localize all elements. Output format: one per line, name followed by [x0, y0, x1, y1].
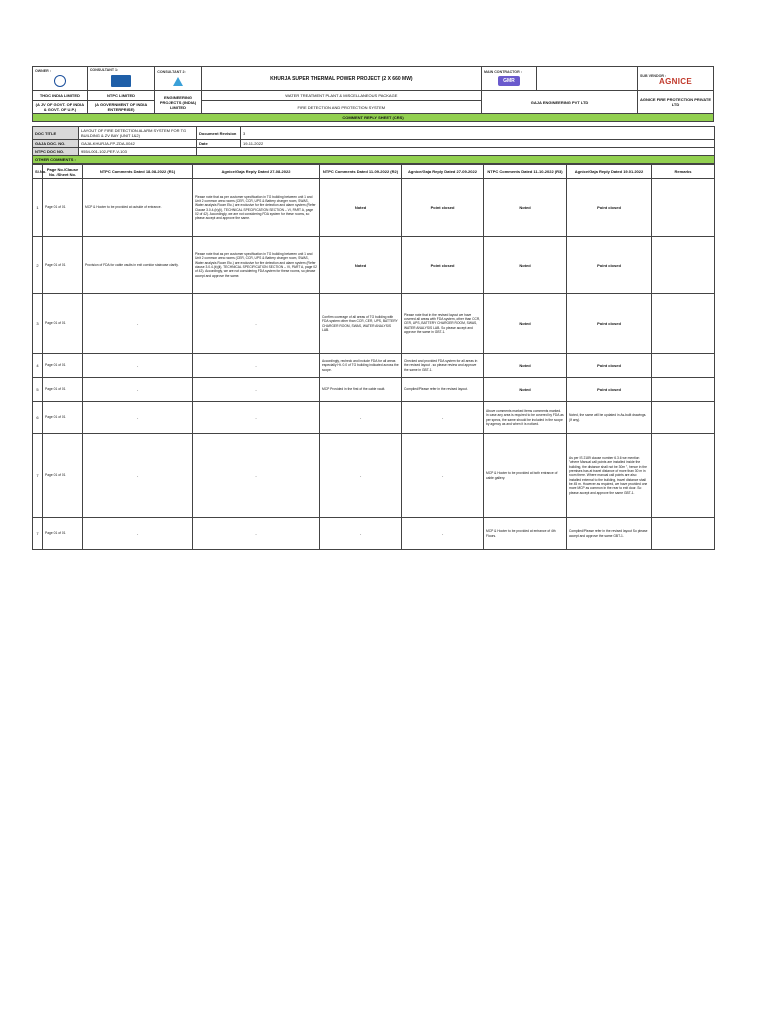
- row-reply-r1: Please note that as per customer specification in TG building between unit 1 and Unit 2 common area rooms (CER, CCR, UPS & Battery charger room, SWAS, Water analysis Room Etc.) are exclusive for fire detection and alarm system (Refer clause 3.0.4.(b)(ii), TECHNICAL SPECIFICATION SECTION – VI, PART A, page 02 of 42). Accordingly, we are not considering FDA system for these rooms, so please accept and approve the same.: [193, 237, 320, 294]
- row-reply-r1: -: [193, 434, 320, 518]
- column-header-row: [33, 165, 715, 179]
- row-ntpc-r3: MCP & Hooter to be provided at entrance of 4th Floors.: [484, 518, 567, 550]
- row-reply-r3: As per IS 2189 clause number 6.3.6 we mention "where Manual call points are installed inside the building, the distance shall not be 30m ", hence in the premises has at travel distance of more than 30 m in room there. Where manual call points are also installed external to the building, travel distance shall be 45 m. However as required, we have provided one more MCP as common in the rear to exit door. So please accept and approve the same GBT-1.: [567, 434, 652, 518]
- row-sl: 4: [33, 354, 43, 378]
- doc-rev-label: Document Revision: [197, 127, 241, 140]
- owner-cell: [33, 67, 88, 91]
- thdc-logo-icon: [54, 75, 66, 87]
- row-ntpc-r2: MCP Provided in the first of the cable vault.: [320, 378, 402, 402]
- row-ntpc-r2: -: [320, 434, 402, 518]
- row-reply-r3: Point closed: [567, 354, 652, 378]
- row-reply-r1: -: [193, 294, 320, 354]
- consultant2-cell: [155, 67, 201, 91]
- row-reply-r2: Complied/Please refer in the revised layout.: [402, 378, 484, 402]
- sub-vendor-label: SUB VENDOR :: [640, 73, 667, 78]
- row-remarks: [652, 294, 715, 354]
- row-ntpc-r1: -: [83, 434, 193, 518]
- row-ntpc-r3: Noted: [484, 294, 567, 354]
- row-sl: 1: [33, 179, 43, 237]
- row-page: Page 01 of 01: [43, 237, 83, 294]
- row-reply-r2: Please note that in the revised layout we have covered all areas with FDA system, other than CCR, CER, UPS, BATTERY CHARGER ROOM, SWAS, WATER ANALYSIS LAB. So please accept and approve the same in GBT-1.: [402, 294, 484, 354]
- row-ntpc-r1: -: [83, 354, 193, 378]
- row-ntpc-r2: Noted: [320, 237, 402, 294]
- col-remarks: Remarks: [652, 165, 715, 179]
- row-reply-r1: -: [193, 402, 320, 434]
- row-ntpc-r1: MCP & Hooter to be provided at outside of entrance.: [83, 179, 193, 237]
- project-title: KHURJA SUPER THERMAL POWER PROJECT (2 X 660 MW): [201, 67, 481, 91]
- gaja-doc-label: GAJA DOC. NO.: [33, 140, 79, 148]
- row-ntpc-r1: -: [83, 518, 193, 550]
- row-reply-r1: -: [193, 354, 320, 378]
- col-page: Page No./Clause No. /Sheet No.: [43, 165, 83, 179]
- ntpc-doc-value: 9554-001-102-PEF-V-103: [79, 148, 197, 156]
- comment-reply-sheet: [32, 66, 714, 550]
- ntpc-logo-icon: [111, 75, 131, 87]
- row-page: Page 01 of 01: [43, 179, 83, 237]
- row-remarks: [652, 179, 715, 237]
- consultant2-label: CONSULTANT 2:: [157, 69, 186, 74]
- date-label: Date: [197, 140, 241, 148]
- table-row: [33, 518, 715, 550]
- table-row: [33, 402, 715, 434]
- row-reply-r2: Checked and provided FDA system for all areas in the revised layout . so please review and approve the same in GBT-1.: [402, 354, 484, 378]
- col-reply-r2: Agnice/Gaja Reply Dated 27-09-2022: [402, 165, 484, 179]
- row-page: Page 01 of 01: [43, 294, 83, 354]
- row-reply-r1: -: [193, 378, 320, 402]
- table-row: [33, 294, 715, 354]
- other-comments-label: OTHER COMMENTS :: [33, 156, 715, 164]
- row-ntpc-r2: Noted: [320, 179, 402, 237]
- row-page: Page 01 of 01: [43, 378, 83, 402]
- crs-title: COMMENT REPLY SHEET (CRS): [33, 114, 714, 122]
- row-page: Page 01 of 01: [43, 434, 83, 518]
- consultant1-sub: (A GOVERNMENT OF INDIA ENTERPRISE): [87, 101, 154, 114]
- row-ntpc-r3: Noted: [484, 237, 567, 294]
- table-row: [33, 434, 715, 518]
- table-row: [33, 354, 715, 378]
- row-ntpc-r1: -: [83, 402, 193, 434]
- header-table: [32, 66, 714, 122]
- row-sl: 6: [33, 402, 43, 434]
- row-reply-r3: Point closed: [567, 237, 652, 294]
- table-row: [33, 378, 715, 402]
- row-reply-r3: Point closed: [567, 378, 652, 402]
- col-ntpc-r2: NTPC Comments Dated 11-09-2022 (R2): [320, 165, 402, 179]
- eil-logo-icon: [173, 77, 183, 86]
- row-sl: 2: [33, 237, 43, 294]
- package-name: WATER TREATMENT PLANT & MISCELLANEOUS PACKAGE: [201, 91, 481, 101]
- row-reply-r3: Point closed: [567, 294, 652, 354]
- sub-vendor-cell: [638, 67, 714, 91]
- gaja-logo-icon: GMR: [498, 76, 520, 86]
- row-ntpc-r1: -: [83, 294, 193, 354]
- row-ntpc-r2: Confirm coverage of all areas of TG building with FDA system other than CCR, CER, UPS, BATTERY CHARGER ROOM, SWAS, WATER ANALYSIS LAB.: [320, 294, 402, 354]
- row-remarks: [652, 402, 715, 434]
- consultant2-name: ENGINEERING PROJECTS (INDIA) LIMITED: [155, 91, 201, 114]
- gaja-logo-cell: [536, 67, 637, 91]
- sub-vendor-name: AGNICE FIRE PROTECTION PRIVATE LTD: [638, 91, 714, 114]
- col-reply-r1: Agnice/Gaja Reply Dated 27-08-2022: [193, 165, 320, 179]
- date-value: 19-11-2022: [241, 140, 715, 148]
- col-reply-r3: Agnice/Gaja Reply Dated 19.01.2022: [567, 165, 652, 179]
- col-ntpc-r3: NTPC Comments Dated 11-10-2022 (R3): [484, 165, 567, 179]
- col-ntpc-r1: NTPC Comments Dated 18-08-2022 (R1): [83, 165, 193, 179]
- row-reply-r1: -: [193, 518, 320, 550]
- row-remarks: [652, 378, 715, 402]
- row-sl: 3: [33, 294, 43, 354]
- doc-info-table: [32, 126, 715, 164]
- table-row: [33, 179, 715, 237]
- row-reply-r1: Please note that as per customer specification in TG building between unit 1 and Unit 2 common area rooms (CER, CCR, UPS & Battery charger room, SWAS, Water analysis Room Etc.) are exclusive for fire detection and alarm system (Refer Clause 3.0.4.(b)(ii), TECHNICAL SPECIFICATION SECTION – VI, PART A, page 02 of 42). Accordingly, we are not considering FDA system for these rooms, so please accept and approve the same.: [193, 179, 320, 237]
- row-reply-r3: Point closed: [567, 179, 652, 237]
- row-reply-r3: Noted, the same will be updated in As-built drawings. (If any).: [567, 402, 652, 434]
- row-remarks: [652, 434, 715, 518]
- gaja-doc-value: GAJA-KHURJA-FP-ZDA-0042: [79, 140, 197, 148]
- system-name: FIRE DETECTION AND PROTECTION SYSTEM: [201, 101, 481, 114]
- row-page: Page 01 of 01: [43, 518, 83, 550]
- main-contractor-cell: [482, 67, 537, 91]
- owner-sub: (A JV OF GOVT. OF INDIA & GOVT. OF U.P.): [33, 101, 88, 114]
- main-contractor-name: GAJA ENGINEERING PVT LTD: [482, 91, 638, 114]
- row-remarks: [652, 518, 715, 550]
- table-row: [33, 237, 715, 294]
- row-ntpc-r3: Above comments marked items comments marked. In case any area is required to be covered by FDA as per specs, the same should be included in the scope by agency as and when it is noticed.: [484, 402, 567, 434]
- col-sl: Sl.No.: [33, 165, 43, 179]
- row-reply-r3: Complied/Please refer in the revised layout So please accept and approve the same GBT-1.: [567, 518, 652, 550]
- row-ntpc-r1: -: [83, 378, 193, 402]
- row-sl: 7: [33, 518, 43, 550]
- row-reply-r2: -: [402, 434, 484, 518]
- row-reply-r2: Point closed: [402, 179, 484, 237]
- consultant1-label: CONSULTANT 1:: [89, 68, 119, 72]
- row-reply-r2: Point closed: [402, 237, 484, 294]
- row-ntpc-r2: Accordingly, recheck and include FDA for all areas especially Ht. 0.0 of TG building indicated across the scope.: [320, 354, 402, 378]
- consultant1-cell: [87, 67, 154, 91]
- row-reply-r2: -: [402, 518, 484, 550]
- row-page: Page 01 of 01: [43, 354, 83, 378]
- row-ntpc-r2: -: [320, 402, 402, 434]
- row-reply-r2: -: [402, 402, 484, 434]
- row-ntpc-r3: MCP & Hooter to be provided at both entrance of cable gallery.: [484, 434, 567, 518]
- row-ntpc-r3: Noted: [484, 378, 567, 402]
- consultant1-name: NTPC LIMITED: [87, 91, 154, 101]
- ntpc-doc-empty: [197, 148, 715, 156]
- row-ntpc-r3: Noted: [484, 354, 567, 378]
- ntpc-doc-label: NTPC DOC NO.: [33, 148, 79, 156]
- agnice-logo: AGNICE: [659, 76, 692, 86]
- doc-title-label: DOC TITLE: [33, 127, 79, 140]
- row-ntpc-r2: -: [320, 518, 402, 550]
- owner-label: OWNER :: [35, 69, 51, 73]
- doc-title-value: LAYOUT OF FIRE DETECTION ALARM SYSTEM FOR TG BUILDING & ZV BAY (UNIT 1&2): [79, 127, 197, 140]
- doc-rev-value: 3: [241, 127, 715, 140]
- row-page: Page 01 of 01: [43, 402, 83, 434]
- comments-table: [32, 164, 715, 550]
- owner-name: THDC INDIA LIMITED: [33, 91, 88, 101]
- row-remarks: [652, 354, 715, 378]
- row-sl: 7: [33, 434, 43, 518]
- main-contractor-label: MAIN CONTRACTOR :: [484, 70, 522, 74]
- row-sl: 5: [33, 378, 43, 402]
- row-ntpc-r1: Provision of FDA for cable vaults in exit corridor staircase clarify.: [83, 237, 193, 294]
- row-remarks: [652, 237, 715, 294]
- row-ntpc-r3: Noted: [484, 179, 567, 237]
